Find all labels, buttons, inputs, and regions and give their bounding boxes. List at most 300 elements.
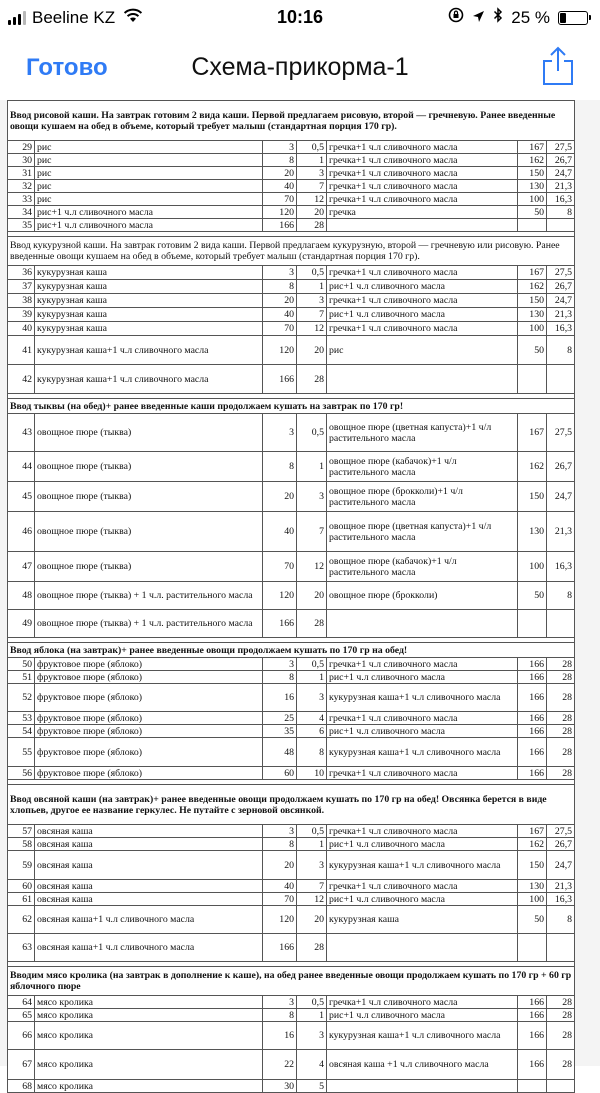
table-row (8, 219, 575, 232)
section-header-row (8, 237, 575, 266)
new-food-percent: 7 (297, 512, 327, 552)
familiar-food-percent: 27,5 (547, 414, 575, 452)
new-food: овощное пюре (тыква) (35, 482, 263, 512)
familiar-food-grams: 50 (518, 582, 547, 610)
bluetooth-icon (493, 7, 503, 28)
familiar-food-percent: 21,3 (547, 180, 575, 193)
new-food: овсяная каша (35, 880, 263, 893)
day-number: 57 (8, 825, 35, 838)
table-row (8, 906, 575, 934)
familiar-food: гречка+1 ч.л сливочного масла (327, 825, 518, 838)
familiar-food: гречка+1 ч.л сливочного масла (327, 266, 518, 280)
new-food-grams: 25 (263, 712, 297, 725)
new-food-percent: 7 (297, 308, 327, 322)
new-food-percent: 28 (297, 219, 327, 232)
day-number: 64 (8, 996, 35, 1009)
new-food-percent: 3 (297, 851, 327, 880)
new-food-grams: 3 (263, 414, 297, 452)
familiar-food-percent (547, 934, 575, 962)
familiar-food (327, 365, 518, 394)
familiar-food-percent: 28 (547, 767, 575, 780)
new-food-grams: 166 (263, 365, 297, 394)
familiar-food-grams: 50 (518, 336, 547, 365)
day-number: 30 (8, 154, 35, 167)
table-row (8, 996, 575, 1009)
familiar-food-grams: 166 (518, 1050, 547, 1080)
familiar-food-grams: 167 (518, 825, 547, 838)
new-food-percent: 0,5 (297, 996, 327, 1009)
new-food-grams: 48 (263, 738, 297, 767)
familiar-food-percent: 21,3 (547, 308, 575, 322)
day-number: 51 (8, 671, 35, 684)
table-row (8, 712, 575, 725)
new-food-grams: 8 (263, 452, 297, 482)
familiar-food-percent: 24,7 (547, 482, 575, 512)
new-food-grams: 166 (263, 934, 297, 962)
new-food-percent: 12 (297, 193, 327, 206)
familiar-food-percent: 8 (547, 906, 575, 934)
day-number: 61 (8, 893, 35, 906)
day-number: 33 (8, 193, 35, 206)
new-food: мясо кролика (35, 996, 263, 1009)
familiar-food: рис (327, 336, 518, 365)
table-row (8, 851, 575, 880)
familiar-food-grams: 130 (518, 880, 547, 893)
day-number: 40 (8, 322, 35, 336)
new-food: фруктовое пюре (яблоко) (35, 767, 263, 780)
new-food-percent: 1 (297, 280, 327, 294)
familiar-food-percent: 8 (547, 206, 575, 219)
day-number: 44 (8, 452, 35, 482)
table-row (8, 322, 575, 336)
new-food-percent: 4 (297, 712, 327, 725)
new-food-grams: 40 (263, 512, 297, 552)
new-food: овсяная каша (35, 838, 263, 851)
new-food-percent: 1 (297, 1009, 327, 1022)
day-number: 35 (8, 219, 35, 232)
familiar-food-grams: 150 (518, 482, 547, 512)
day-number: 36 (8, 266, 35, 280)
table-row (8, 180, 575, 193)
status-right (448, 7, 588, 28)
familiar-food-grams: 166 (518, 712, 547, 725)
section-header: Ввод тыквы (на обед)+ ранее введенные каши продолжаем кушать на завтрак по 170 гр! (8, 399, 575, 414)
table-row (8, 1022, 575, 1050)
new-food-grams: 120 (263, 582, 297, 610)
familiar-food: рис+1 ч.л сливочного масла (327, 725, 518, 738)
new-food: кукурузная каша+1 ч.л сливочного масла (35, 336, 263, 365)
familiar-food: рис+1 ч.л сливочного масла (327, 280, 518, 294)
new-food: кукурузная каша (35, 308, 263, 322)
new-food: овсяная каша+1 ч.л сливочного масла (35, 906, 263, 934)
new-food: фруктовое пюре (яблоко) (35, 658, 263, 671)
familiar-food-grams (518, 365, 547, 394)
familiar-food-percent: 8 (547, 336, 575, 365)
familiar-food-percent: 16,3 (547, 322, 575, 336)
familiar-food: кукурузная каша+1 ч.л сливочного масла (327, 684, 518, 712)
new-food-grams: 16 (263, 684, 297, 712)
table-row (8, 1009, 575, 1022)
status-bar (0, 0, 600, 36)
table-row (8, 280, 575, 294)
new-food-percent: 10 (297, 767, 327, 780)
day-number: 65 (8, 1009, 35, 1022)
new-food-grams: 3 (263, 825, 297, 838)
table-row (8, 658, 575, 671)
familiar-food: овощное пюре (цветная капуста)+1 ч/л растительного масла (327, 512, 518, 552)
familiar-food: рис+1 ч.л сливочного масла (327, 308, 518, 322)
new-food-grams: 20 (263, 294, 297, 308)
familiar-food-percent: 28 (547, 671, 575, 684)
new-food-grams: 40 (263, 180, 297, 193)
familiar-food-grams: 100 (518, 552, 547, 582)
new-food-grams: 60 (263, 767, 297, 780)
new-food-percent: 28 (297, 365, 327, 394)
familiar-food-grams: 162 (518, 838, 547, 851)
new-food-grams: 40 (263, 880, 297, 893)
new-food-percent: 7 (297, 880, 327, 893)
familiar-food-percent: 26,7 (547, 452, 575, 482)
day-number: 34 (8, 206, 35, 219)
familiar-food-grams: 162 (518, 452, 547, 482)
feeding-schedule-table (7, 100, 575, 1093)
familiar-food-grams: 130 (518, 180, 547, 193)
done-button[interactable]: Готово (26, 54, 108, 81)
familiar-food-grams: 100 (518, 893, 547, 906)
table-row (8, 893, 575, 906)
new-food-percent: 4 (297, 1050, 327, 1080)
new-food-grams: 8 (263, 671, 297, 684)
new-food-percent: 0,5 (297, 658, 327, 671)
familiar-food: овощное пюре (брокколи)+1 ч/л растительного масла (327, 482, 518, 512)
table-row (8, 266, 575, 280)
familiar-food-grams (518, 1080, 547, 1093)
new-food: овощное пюре (тыква) (35, 552, 263, 582)
new-food: рис (35, 167, 263, 180)
familiar-food: рис+1 ч.л сливочного масла (327, 671, 518, 684)
table-row (8, 610, 575, 638)
new-food-grams: 20 (263, 851, 297, 880)
new-food-percent: 6 (297, 725, 327, 738)
table-row (8, 738, 575, 767)
new-food-percent: 1 (297, 452, 327, 482)
day-number: 52 (8, 684, 35, 712)
new-food: мясо кролика (35, 1009, 263, 1022)
familiar-food-percent: 21,3 (547, 880, 575, 893)
new-food-grams: 8 (263, 280, 297, 294)
table-row (8, 141, 575, 154)
familiar-food: гречка+1 ч.л сливочного масла (327, 712, 518, 725)
familiar-food-percent: 27,5 (547, 141, 575, 154)
table-row (8, 934, 575, 962)
familiar-food-grams: 166 (518, 658, 547, 671)
familiar-food (327, 1080, 518, 1093)
familiar-food: кукурузная каша+1 ч.л сливочного масла (327, 851, 518, 880)
familiar-food-percent (547, 610, 575, 638)
new-food-percent: 20 (297, 206, 327, 219)
table-row (8, 552, 575, 582)
familiar-food-grams: 166 (518, 725, 547, 738)
new-food-grams: 70 (263, 893, 297, 906)
section-header-row (8, 643, 575, 658)
new-food: овсяная каша (35, 893, 263, 906)
new-food-percent: 3 (297, 1022, 327, 1050)
new-food: овощное пюре (тыква) (35, 414, 263, 452)
familiar-food: гречка+1 ч.л сливочного масла (327, 154, 518, 167)
familiar-food-percent: 27,5 (547, 266, 575, 280)
section-header-row (8, 967, 575, 996)
familiar-food-percent: 28 (547, 725, 575, 738)
new-food-grams: 8 (263, 838, 297, 851)
table-row (8, 671, 575, 684)
familiar-food-percent: 26,7 (547, 280, 575, 294)
new-food-percent: 3 (297, 482, 327, 512)
familiar-food-grams: 162 (518, 280, 547, 294)
new-food: овощное пюре (тыква) + 1 ч.л. растительного масла (35, 610, 263, 638)
new-food-percent: 1 (297, 154, 327, 167)
familiar-food-percent: 28 (547, 1009, 575, 1022)
new-food-grams: 3 (263, 658, 297, 671)
new-food-grams: 8 (263, 1009, 297, 1022)
day-number: 56 (8, 767, 35, 780)
new-food-grams: 22 (263, 1050, 297, 1080)
day-number: 31 (8, 167, 35, 180)
table-row (8, 725, 575, 738)
familiar-food-percent: 28 (547, 712, 575, 725)
familiar-food: гречка+1 ч.л сливочного масла (327, 141, 518, 154)
new-food: фруктовое пюре (яблоко) (35, 671, 263, 684)
section-header: Ввод кукурузной каши. На завтрак готовим 2 вида каши. Первой предлагаем кукурузную, второй — гречневую или рисовую. Ранее введенные овощи кушаем на обед в объеме, который требует малыш (стандартная порция 170 гр). (8, 237, 575, 266)
new-food: кукурузная каша (35, 280, 263, 294)
new-food-grams: 120 (263, 906, 297, 934)
day-number: 54 (8, 725, 35, 738)
familiar-food-percent: 16,3 (547, 193, 575, 206)
new-food-grams: 30 (263, 1080, 297, 1093)
new-food-percent: 0,5 (297, 825, 327, 838)
familiar-food-grams (518, 610, 547, 638)
new-food: мясо кролика (35, 1022, 263, 1050)
table-row (8, 512, 575, 552)
familiar-food-percent: 28 (547, 658, 575, 671)
familiar-food: овощное пюре (брокколи) (327, 582, 518, 610)
familiar-food-grams: 50 (518, 206, 547, 219)
familiar-food-grams: 166 (518, 684, 547, 712)
familiar-food: гречка+1 ч.л сливочного масла (327, 996, 518, 1009)
familiar-food-percent: 26,7 (547, 838, 575, 851)
new-food-percent: 7 (297, 180, 327, 193)
familiar-food-percent: 16,3 (547, 552, 575, 582)
familiar-food-grams: 162 (518, 154, 547, 167)
familiar-food-grams: 50 (518, 906, 547, 934)
day-number: 67 (8, 1050, 35, 1080)
day-number: 29 (8, 141, 35, 154)
clock: 10:16 (276, 7, 324, 27)
new-food-percent: 0,5 (297, 266, 327, 280)
day-number: 63 (8, 934, 35, 962)
new-food: рис+1 ч.л сливочного масла (35, 219, 263, 232)
section-header: Ввод овсяной каши (на завтрак)+ ранее введенные овощи продолжаем кушать по 170 гр на обед! Овсянка берется в виде хлопьев, другое ее название геркулес. Не путайте с зерновой овсянкой. (8, 785, 575, 825)
new-food-grams: 120 (263, 206, 297, 219)
section-header: Ввод яблока (на завтрак)+ ранее введенные овощи продолжаем кушать по 170 гр на обед! (8, 643, 575, 658)
day-number: 37 (8, 280, 35, 294)
familiar-food: кукурузная каша+1 ч.л сливочного масла (327, 738, 518, 767)
new-food: фруктовое пюре (яблоко) (35, 684, 263, 712)
table-row (8, 336, 575, 365)
familiar-food-percent (547, 365, 575, 394)
familiar-food: рис+1 ч.л сливочного масла (327, 838, 518, 851)
section-header: Вводим мясо кролика (на завтрак в дополнение к каше), на обед ранее введенные овощи продолжаем кушать по 170 гр + 60 гр яблочного пюре (8, 967, 575, 996)
new-food-grams: 40 (263, 308, 297, 322)
familiar-food-grams: 150 (518, 167, 547, 180)
new-food: рис (35, 180, 263, 193)
new-food-grams: 20 (263, 167, 297, 180)
new-food-percent: 8 (297, 738, 327, 767)
familiar-food: кукурузная каша (327, 906, 518, 934)
share-icon (540, 46, 576, 86)
table-row (8, 684, 575, 712)
familiar-food (327, 219, 518, 232)
new-food-percent: 0,5 (297, 141, 327, 154)
familiar-food: овсяная каша +1 ч.л сливочного масла (327, 1050, 518, 1080)
familiar-food: гречка+1 ч.л сливочного масла (327, 167, 518, 180)
new-food-percent: 3 (297, 167, 327, 180)
familiar-food-grams (518, 934, 547, 962)
day-number: 42 (8, 365, 35, 394)
new-food: овсяная каша+1 ч.л сливочного масла (35, 934, 263, 962)
new-food-percent: 1 (297, 838, 327, 851)
familiar-food: гречка+1 ч.л сливочного масла (327, 180, 518, 193)
carrier-name: Beeline KZ (32, 8, 116, 27)
new-food: рис (35, 193, 263, 206)
new-food: кукурузная каша (35, 266, 263, 280)
familiar-food: овощное пюре (кабачок)+1 ч/л растительного масла (327, 552, 518, 582)
familiar-food: рис+1 ч.л сливочного масла (327, 893, 518, 906)
new-food-percent: 1 (297, 671, 327, 684)
new-food: рис (35, 154, 263, 167)
day-number: 66 (8, 1022, 35, 1050)
new-food-percent: 12 (297, 552, 327, 582)
table-row (8, 452, 575, 482)
table-row (8, 482, 575, 512)
familiar-food-percent: 24,7 (547, 851, 575, 880)
new-food-percent: 12 (297, 322, 327, 336)
new-food: овсяная каша (35, 851, 263, 880)
day-number: 43 (8, 414, 35, 452)
familiar-food-percent: 8 (547, 582, 575, 610)
familiar-food-grams: 130 (518, 512, 547, 552)
familiar-food-grams: 166 (518, 1009, 547, 1022)
familiar-food-percent: 28 (547, 738, 575, 767)
familiar-food-grams: 166 (518, 1022, 547, 1050)
new-food-grams: 3 (263, 141, 297, 154)
familiar-food-percent: 24,7 (547, 294, 575, 308)
familiar-food: овощное пюре (кабачок)+1 ч/л растительного масла (327, 452, 518, 482)
familiar-food: рис+1 ч.л сливочного масла (327, 1009, 518, 1022)
familiar-food-percent (547, 219, 575, 232)
familiar-food-grams: 130 (518, 308, 547, 322)
new-food: мясо кролика (35, 1050, 263, 1080)
new-food-percent: 28 (297, 934, 327, 962)
familiar-food-grams: 167 (518, 414, 547, 452)
familiar-food-percent: 28 (547, 1022, 575, 1050)
table-row (8, 1050, 575, 1080)
section-header: Ввод рисовой каши. На завтрак готовим 2 вида каши. Первой предлагаем рисовую, второй — гречневую. Ранее введенные овощи кушаем на обед в объеме, который требует малыш (стандартная порция 170 гр). (8, 101, 575, 141)
table-row (8, 838, 575, 851)
day-number: 60 (8, 880, 35, 893)
section-header-row (8, 785, 575, 825)
day-number: 50 (8, 658, 35, 671)
day-number: 55 (8, 738, 35, 767)
document-viewer[interactable] (0, 100, 600, 1092)
location-icon (472, 8, 485, 28)
battery-icon (558, 11, 588, 25)
familiar-food-percent: 21,3 (547, 512, 575, 552)
new-food: рис (35, 141, 263, 154)
table-row (8, 154, 575, 167)
familiar-food-grams (518, 219, 547, 232)
day-number: 59 (8, 851, 35, 880)
new-food-grams: 35 (263, 725, 297, 738)
new-food-grams: 120 (263, 336, 297, 365)
familiar-food-grams: 166 (518, 738, 547, 767)
familiar-food-grams: 150 (518, 294, 547, 308)
table-row (8, 294, 575, 308)
new-food-percent: 3 (297, 684, 327, 712)
table-row (8, 825, 575, 838)
familiar-food: гречка+1 ч.л сливочного масла (327, 193, 518, 206)
familiar-food: гречка+1 ч.л сливочного масла (327, 880, 518, 893)
share-button[interactable] (540, 46, 576, 86)
new-food-grams: 16 (263, 1022, 297, 1050)
table-row (8, 167, 575, 180)
new-food: фруктовое пюре (яблоко) (35, 712, 263, 725)
new-food-grams: 70 (263, 552, 297, 582)
table-row (8, 206, 575, 219)
new-food-percent: 3 (297, 294, 327, 308)
familiar-food-percent: 28 (547, 996, 575, 1009)
familiar-food-grams: 167 (518, 141, 547, 154)
familiar-food: гречка+1 ч.л сливочного масла (327, 322, 518, 336)
day-number: 39 (8, 308, 35, 322)
day-number: 41 (8, 336, 35, 365)
new-food: кукурузная каша (35, 322, 263, 336)
familiar-food-percent: 26,7 (547, 154, 575, 167)
new-food-grams: 166 (263, 219, 297, 232)
new-food-percent: 20 (297, 336, 327, 365)
familiar-food-grams: 100 (518, 193, 547, 206)
table-row (8, 880, 575, 893)
familiar-food: гречка+1 ч.л сливочного масла (327, 658, 518, 671)
new-food: фруктовое пюре (яблоко) (35, 738, 263, 767)
familiar-food-percent (547, 1080, 575, 1093)
new-food-percent: 28 (297, 610, 327, 638)
day-number: 62 (8, 906, 35, 934)
table-row (8, 308, 575, 322)
familiar-food: кукурузная каша+1 ч.л сливочного масла (327, 1022, 518, 1050)
new-food-percent: 0,5 (297, 414, 327, 452)
familiar-food-percent: 24,7 (547, 167, 575, 180)
table-row (8, 582, 575, 610)
new-food: овсяная каша (35, 825, 263, 838)
new-food-grams: 3 (263, 996, 297, 1009)
new-food-grams: 166 (263, 610, 297, 638)
familiar-food (327, 610, 518, 638)
battery-percent: 25 % (511, 7, 550, 27)
section-header-row (8, 101, 575, 141)
new-food: мясо кролика (35, 1080, 263, 1093)
familiar-food-grams: 150 (518, 851, 547, 880)
new-food-grams: 8 (263, 154, 297, 167)
